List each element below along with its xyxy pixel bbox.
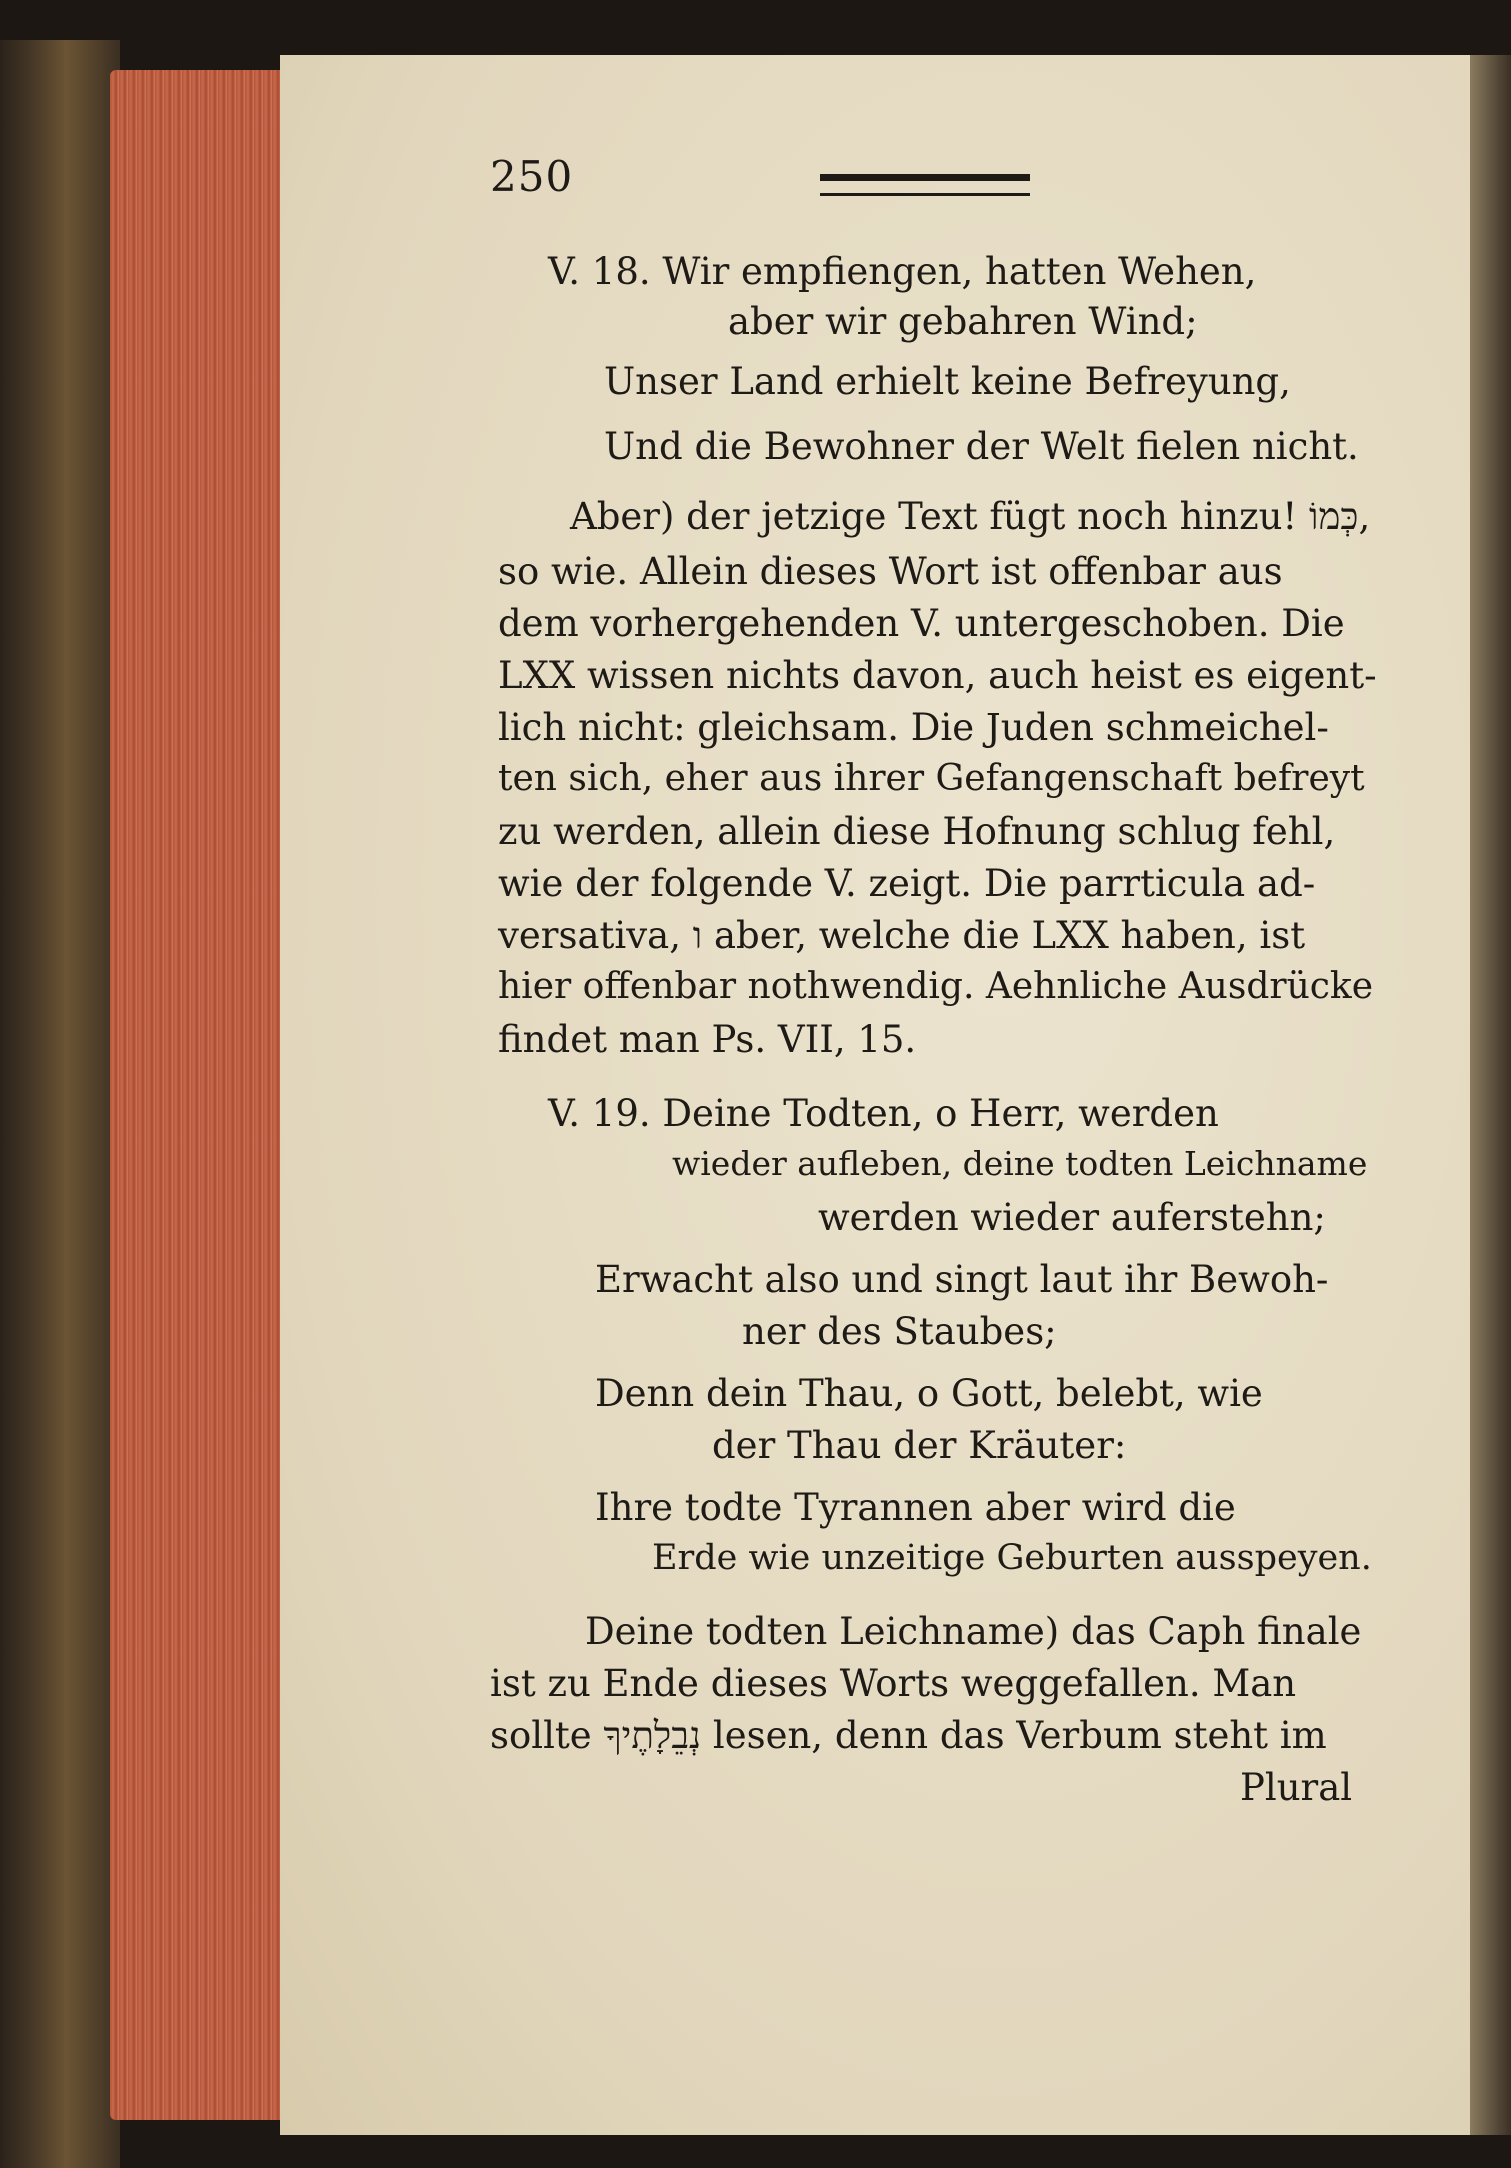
page-edges xyxy=(110,70,280,2120)
text-line: ner des Staubes; xyxy=(742,1310,1057,1353)
text-line: werden wieder auferstehn; xyxy=(818,1196,1326,1239)
text-line: so wie. Allein dieses Wort ist offenbar aus xyxy=(498,550,1283,593)
text-line: sollte נְבֵלָתֶיךָ lesen, denn das Verbum steht im xyxy=(490,1714,1327,1757)
text-line: aber wir gebahren Wind; xyxy=(728,300,1198,343)
text-line: Erwacht also und singt laut ihr Bewoh- xyxy=(595,1258,1329,1301)
text-line: Denn dein Thau, o Gott, belebt, wie xyxy=(595,1372,1263,1415)
text-line: Deine todten Leichname) das Caph finale xyxy=(585,1610,1362,1653)
page-number: 250 xyxy=(490,152,574,201)
text-line: ten sich, eher aus ihrer Gefangenschaft befreyt xyxy=(498,758,1365,799)
text-line: Und die Bewohner der Welt fielen nicht. xyxy=(604,425,1359,468)
text-line: Erde wie unzeitige Geburten ausspeyen. xyxy=(652,1538,1372,1578)
text-line: lich nicht: gleichsam. Die Juden schmeichel- xyxy=(498,706,1329,749)
text-line: zu werden, allein diese Hofnung schlug fehl, xyxy=(498,810,1336,853)
catchword: Plural xyxy=(1240,1766,1353,1809)
header-rule xyxy=(820,174,1030,196)
text-line: ist zu Ende dieses Worts weggefallen. Man xyxy=(490,1662,1297,1705)
page-fold-shadow xyxy=(1470,55,1511,2135)
text-line: Unser Land erhielt keine Befreyung, xyxy=(604,360,1291,403)
text-line: dem vorhergehenden V. untergeschoben. Die xyxy=(498,602,1345,645)
book-binding xyxy=(0,40,120,2168)
text-line: versativa, ו aber, welche die LXX haben, ist xyxy=(498,914,1306,957)
text-line: hier offenbar nothwendig. Aehnliche Ausdrücke xyxy=(498,966,1374,1007)
text-line: wie der folgende V. zeigt. Die parrticula ad- xyxy=(498,862,1316,905)
text-line: V. 18. Wir empfiengen, hatten Wehen, xyxy=(548,250,1257,293)
text-line: V. 19. Deine Todten, o Herr, werden xyxy=(548,1092,1219,1135)
text-line: findet man Ps. VII, 15. xyxy=(498,1018,917,1061)
text-line: der Thau der Kräuter: xyxy=(712,1424,1127,1467)
text-line: LXX wissen nichts davon, auch heist es eigent- xyxy=(498,654,1377,697)
text-line: wieder aufleben, deine todten Leichname xyxy=(672,1144,1368,1183)
text-line: Ihre todte Tyrannen aber wird die xyxy=(595,1486,1236,1529)
text-line: Aber) der jetzige Text fügt noch hinzu! כְּמוֹ, xyxy=(570,495,1371,538)
